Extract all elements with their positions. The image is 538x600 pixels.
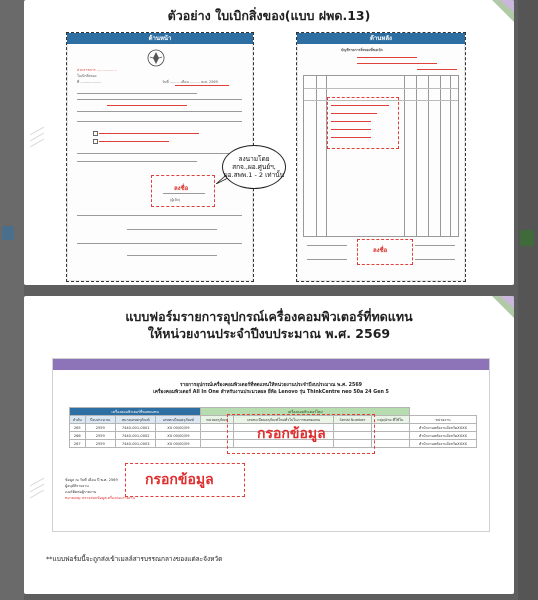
footnote: **แบบฟอร์มนี้จะถูกส่งเข้าเมลล์สารบรรณกลางของแต่ละจังหวัด — [46, 555, 223, 563]
page-title — [24, 308, 514, 342]
sheet-header: ด้านหน้า — [67, 33, 253, 44]
column-header: กลุ่ม/ฝ่าย ที่ใช้ใน — [371, 416, 409, 424]
form-checkbox — [93, 131, 98, 136]
form-back-sheet — [296, 32, 466, 282]
red-underline — [417, 69, 457, 70]
table-cell: 7440-001-0003 — [115, 440, 155, 448]
group-new-header: เครื่องคอมพิวเตอร์ใหม่ — [201, 408, 410, 416]
red-underline — [107, 105, 187, 106]
footer-line: ข้อมูล ณ วันที่ เดือน ปี พ.ศ. 2569 — [65, 478, 118, 482]
fill-label-footer: กรอกข้อมูล — [145, 472, 214, 488]
table-cell: สำนักงานพลังงานจังหวัดXXXX — [409, 440, 476, 448]
garuda-emblem-icon — [147, 49, 165, 67]
sign-label: ลงชื่อ — [174, 185, 189, 192]
red-underline — [99, 141, 169, 142]
form-example-panel — [24, 0, 514, 285]
title-line-2: ให้หน่วยงานประจำปีงบประมาณ พ.ศ. 2569 — [147, 326, 391, 341]
table-cell: 2559 — [85, 440, 115, 448]
signature-line — [163, 193, 205, 194]
table-cell: XX 00/00/59 — [156, 432, 201, 440]
table-cell: XX 00/00/59 — [156, 440, 201, 448]
form-line — [77, 121, 242, 122]
back-form-title: บัญชีรายการสิ่งของที่ขอเบิก — [341, 48, 383, 52]
report-sheet — [52, 358, 490, 532]
report-header-bar — [53, 359, 489, 370]
table-cell: XX 00/00/59 — [156, 424, 201, 432]
stripe-decoration-icon — [30, 125, 44, 165]
column-header: หน่วยงาน — [409, 416, 476, 424]
form-org-text: ส่วนราชการ .................. — [77, 68, 117, 72]
fill-label-table: กรอกข้อมูล — [257, 426, 326, 442]
table-cell: 267 — [70, 440, 86, 448]
table-cell — [371, 424, 409, 432]
form-line — [77, 215, 242, 216]
form-line — [77, 153, 242, 154]
table-cell: 2559 — [85, 424, 115, 432]
column-header: ลำดับ — [70, 416, 86, 424]
table-cell: 265 — [70, 424, 86, 432]
form-line-2: ที่ ................... — [77, 80, 102, 84]
form-line — [127, 255, 217, 256]
form-checkbox — [93, 139, 98, 144]
page-title: ตัวอย่าง ใบเบิกสิ่งของ(แบบ ฝพด.13) — [167, 8, 371, 23]
form-line — [77, 243, 242, 244]
footer-line: ผู้อนุมัติรายงาน — [65, 484, 89, 488]
form-line — [127, 229, 217, 230]
table-cell: 7440-001-0001 — [115, 424, 155, 432]
column-header: หมายเลขครุภัณฑ์ — [115, 416, 155, 424]
column-header: เลขทะเบียนครุภัณฑ์ใหม่ทั่วไปในการขอทดแทน — [234, 416, 334, 424]
form-line-1: ใบเบิกสิ่งของ — [77, 74, 97, 78]
column-header: Serial Number — [334, 416, 372, 424]
table-cell: สำนักงานพลังงานจังหวัดXXXX — [409, 432, 476, 440]
title-line-1: แบบฟอร์มรายการอุปกรณ์เครื่องคอมพิวเตอร์ที่ทดแทน — [125, 309, 413, 324]
red-underline — [99, 133, 199, 134]
background-icon — [520, 230, 534, 246]
red-underline — [357, 63, 437, 64]
table-cell: สำนักงานพลังงานจังหวัดXXXX — [409, 424, 476, 432]
column-header: เลขทะเบียนครุภัณฑ์ — [156, 416, 201, 424]
signer-caption: (ผู้เบิก) — [170, 198, 181, 202]
table-cell: 2559 — [85, 432, 115, 440]
sheet-header: ด้านหลัง — [297, 33, 465, 44]
report-heading: รายการอุปกรณ์เครื่องคอมพิวเตอร์ที่ทดแทนให้หน่วยงานประจำปีงบประมาณ พ.ศ. 2569 — [180, 383, 362, 388]
background-icon — [2, 226, 14, 240]
footer-line: หมายเหตุ: ตรวจสอบข้อมูลเครื่องก่อนรายงาน — [65, 496, 135, 500]
stripe-decoration-icon — [30, 476, 44, 516]
table-cell — [371, 432, 409, 440]
background-right — [518, 0, 538, 600]
form-line — [77, 161, 197, 162]
column-header: ปีงบประมาณ — [85, 416, 115, 424]
form-line — [77, 93, 197, 94]
table-cell: 266 — [70, 432, 86, 440]
form-line-3: วันที่ ......... เดือน ......... พ.ศ. 2569 — [162, 80, 218, 84]
report-subheading: เครื่องคอมพิวเตอร์ All In One สำหรับงานประมวลผล ยี่ห้อ Lenovo รุ่น ThinkCentre neo 50a 24 Gen 5 — [153, 390, 389, 395]
signer-callout: ลงนามโดย สกจ.,ผอ.ศูนย์ฯ, ผอ.สพพ.1 - 2 เท่านั้น — [222, 145, 286, 189]
footer-line: เบอร์ติดต่อผู้รายงาน — [65, 490, 97, 494]
report-form-panel — [24, 296, 514, 594]
form-line — [77, 111, 242, 112]
table-cell: 7440-001-0002 — [115, 432, 155, 440]
form-line — [77, 99, 242, 100]
sign-label: ลงชื่อ — [373, 247, 388, 254]
group-old-header: เครื่องคอมพิวเตอร์ที่ขอทดแทน — [70, 408, 201, 416]
background-left — [0, 0, 24, 600]
red-underline — [357, 57, 417, 58]
red-underline — [175, 85, 229, 86]
column-header: หน่วยครุภัณฑ์ — [201, 416, 234, 424]
table-cell — [371, 440, 409, 448]
